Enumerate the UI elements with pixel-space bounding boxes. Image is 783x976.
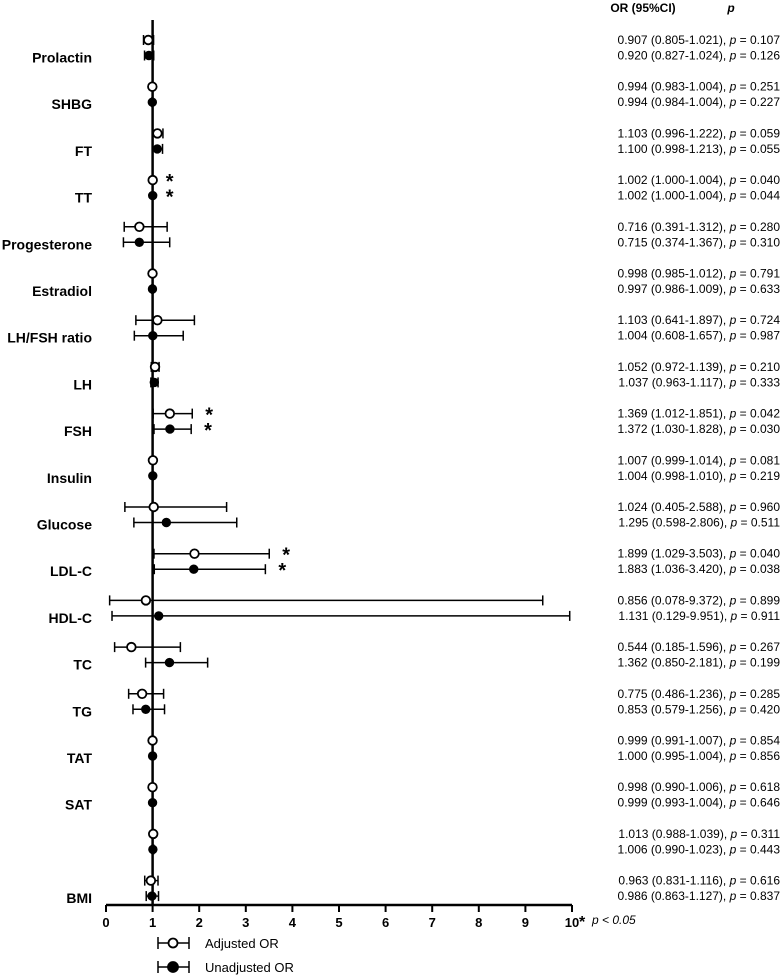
adjusted-or-ci-text: 1.024 (0.405-2.588), p = 0.960 xyxy=(617,500,780,514)
adjusted-point xyxy=(148,269,157,278)
legend-adjusted-marker xyxy=(169,939,178,948)
x-tick-label: 7 xyxy=(428,915,436,930)
adjusted-point xyxy=(135,223,144,232)
adjusted-or-ci-text: 0.544 (0.185-1.596), p = 0.267 xyxy=(617,640,780,655)
legend-adjusted-label: Adjusted OR xyxy=(205,936,279,951)
unadjusted-or-ci-text: 1.004 (0.608-1.657), p = 0.987 xyxy=(617,328,780,343)
adjusted-or-ci-text: 1.899 (1.029-3.503), p = 0.040 xyxy=(617,546,780,561)
x-tick-label: 8 xyxy=(475,915,483,930)
significance-star: * xyxy=(278,560,287,583)
x-tick-label: 5 xyxy=(335,915,343,930)
unadjusted-point xyxy=(155,612,163,620)
x-tick-label: 2 xyxy=(195,915,203,930)
row-label: Progesterone xyxy=(1,236,92,253)
significance-star: * xyxy=(165,171,174,194)
unadjusted-point xyxy=(149,472,157,480)
adjusted-or-ci-text: 1.052 (0.972-1.139), p = 0.210 xyxy=(617,359,780,374)
legend-significance: p < 0.05 xyxy=(592,913,636,927)
legend-unadjusted-marker xyxy=(168,962,178,972)
unadjusted-or-ci-text: 1.131 (0.129-9.951), p = 0.911 xyxy=(618,608,780,623)
unadjusted-or-ci-text: 0.853 (0.579-1.256), p = 0.420 xyxy=(617,702,780,717)
unadjusted-point xyxy=(163,519,171,527)
unadjusted-or-ci-text: 0.715 (0.374-1.367), p = 0.310 xyxy=(617,235,780,250)
adjusted-or-ci-text: 0.907 (0.805-1.021), p = 0.107 xyxy=(617,33,780,47)
adjusted-or-ci-text: 1.007 (0.999-1.014), p = 0.081 xyxy=(617,453,780,468)
unadjusted-point xyxy=(190,565,198,573)
unadjusted-or-ci-text: 1.100 (0.998-1.213), p = 0.055 xyxy=(617,141,780,156)
unadjusted-or-ci-text: 0.920 (0.827-1.024), p = 0.126 xyxy=(617,48,780,63)
row-label: TAT xyxy=(66,750,92,766)
row-label: FT xyxy=(74,142,92,159)
unadjusted-or-ci-text: 0.986 (0.863-1.127), p = 0.837 xyxy=(617,889,780,904)
unadjusted-or-ci-text: 1.004 (0.998-1.010), p = 0.219 xyxy=(617,468,780,483)
row-label: BMI xyxy=(66,890,92,907)
row-label: SAT xyxy=(65,796,92,813)
row-label: HDL-C xyxy=(48,609,92,626)
unadjusted-point xyxy=(145,52,153,60)
adjusted-or-ci-text: 0.775 (0.486-1.236), p = 0.285 xyxy=(617,686,780,701)
adjusted-point xyxy=(149,503,158,512)
row-label: TC xyxy=(73,656,92,673)
adjusted-point xyxy=(147,876,156,885)
adjusted-or-ci-text: 1.002 (1.000-1.004), p = 0.040 xyxy=(617,173,780,188)
row-label: SHBG xyxy=(51,96,92,113)
significance-star: * xyxy=(205,404,214,427)
adjusted-point xyxy=(149,456,158,465)
adjusted-or-ci-text: 0.999 (0.991-1.007), p = 0.854 xyxy=(617,733,780,748)
adjusted-point xyxy=(149,830,158,839)
adjusted-or-ci-text: 0.856 (0.078-9.372), p = 0.899 xyxy=(617,593,780,608)
unadjusted-or-ci-text: 0.999 (0.993-1.004), p = 0.646 xyxy=(617,795,780,810)
adjusted-or-ci-text: 1.013 (0.988-1.039), p = 0.311 xyxy=(618,826,780,841)
unadjusted-point xyxy=(166,425,174,433)
row-label: LDL-C xyxy=(50,563,92,580)
unadjusted-point xyxy=(149,846,157,854)
unadjusted-point xyxy=(149,332,157,340)
x-tick-label: 6 xyxy=(381,915,390,930)
adjusted-point xyxy=(151,363,160,372)
unadjusted-or-ci-text: 1.295 (0.598-2.806), p = 0.511 xyxy=(618,515,780,530)
adjusted-or-ci-text: 0.998 (0.985-1.012), p = 0.791 xyxy=(617,266,780,281)
unadjusted-or-ci-text: 1.037 (0.963-1.117), p = 0.333 xyxy=(618,375,780,390)
legend-unadjusted-label: Unadjusted OR xyxy=(205,960,294,975)
row-label: Prolactin xyxy=(32,49,92,66)
adjusted-or-ci-text: 1.369 (1.012-1.851), p = 0.042 xyxy=(617,406,780,421)
row-label: Glucose xyxy=(36,516,92,533)
significance-star: * xyxy=(282,544,291,567)
unadjusted-or-ci-text: 1.883 (1.036-3.420), p = 0.038 xyxy=(617,562,780,577)
x-tick-label: 10 xyxy=(564,915,580,930)
adjusted-or-ci-text: 0.994 (0.983-1.004), p = 0.251 xyxy=(617,79,780,94)
unadjusted-or-ci-text: 0.994 (0.984-1.004), p = 0.227 xyxy=(617,95,780,110)
adjusted-or-ci-text: 0.716 (0.391-1.312), p = 0.280 xyxy=(617,219,780,234)
x-tick-label: 1 xyxy=(148,915,157,930)
unadjusted-or-ci-text: 1.372 (1.030-1.828), p = 0.030 xyxy=(617,422,780,437)
legend-star: * xyxy=(579,914,586,931)
unadjusted-point xyxy=(151,379,159,387)
row-label: TG xyxy=(72,703,92,720)
adjusted-point xyxy=(148,783,157,792)
adjusted-point xyxy=(153,316,162,325)
row-label: FSH xyxy=(64,423,92,440)
unadjusted-or-ci-text: 0.997 (0.986-1.009), p = 0.633 xyxy=(617,282,780,296)
header-p: p xyxy=(727,1,735,15)
row-label: TT xyxy=(74,189,92,206)
unadjusted-point xyxy=(149,192,157,200)
unadjusted-or-ci-text: 1.002 (1.000-1.004), p = 0.044 xyxy=(617,188,780,203)
row-label: LH xyxy=(73,376,92,393)
significance-star: * xyxy=(165,186,174,209)
adjusted-point xyxy=(148,736,157,745)
unadjusted-point xyxy=(148,892,156,900)
header-or-ci: OR (95%CI) xyxy=(610,1,676,15)
unadjusted-point xyxy=(153,145,161,153)
unadjusted-point xyxy=(149,752,157,760)
row-label: LH/FSH ratio xyxy=(7,329,92,346)
adjusted-point xyxy=(148,82,157,91)
adjusted-point xyxy=(148,176,157,185)
adjusted-or-ci-text: 1.103 (0.996-1.222), p = 0.059 xyxy=(617,126,780,141)
adjusted-point xyxy=(153,129,162,138)
x-tick-label: 9 xyxy=(521,915,530,930)
adjusted-point xyxy=(144,36,153,45)
adjusted-or-ci-text: 0.963 (0.831-1.116), p = 0.616 xyxy=(618,873,780,888)
row-label: Estradiol xyxy=(32,283,92,299)
adjusted-or-ci-text: 0.998 (0.990-1.006), p = 0.618 xyxy=(617,780,780,795)
unadjusted-point xyxy=(149,98,157,106)
unadjusted-or-ci-text: 1.000 (0.995-1.004), p = 0.856 xyxy=(617,749,780,763)
adjusted-or-ci-text: 1.103 (0.641-1.897), p = 0.724 xyxy=(617,313,780,328)
x-tick-label: 0 xyxy=(102,915,110,930)
x-tick-label: 3 xyxy=(242,915,250,930)
unadjusted-or-ci-text: 1.362 (0.850-2.181), p = 0.199 xyxy=(617,655,780,670)
unadjusted-point xyxy=(136,239,144,247)
adjusted-point xyxy=(127,643,136,652)
adjusted-point xyxy=(142,596,151,605)
adjusted-point xyxy=(165,409,174,418)
unadjusted-point xyxy=(149,285,157,293)
unadjusted-point xyxy=(149,799,157,807)
unadjusted-point xyxy=(142,706,150,714)
adjusted-point xyxy=(138,690,147,699)
x-tick-label: 4 xyxy=(288,915,297,930)
unadjusted-or-ci-text: 1.006 (0.990-1.023), p = 0.443 xyxy=(617,842,780,857)
significance-star: * xyxy=(204,420,212,443)
unadjusted-point xyxy=(166,659,174,667)
adjusted-point xyxy=(190,549,199,558)
row-label: Insulin xyxy=(46,469,92,486)
